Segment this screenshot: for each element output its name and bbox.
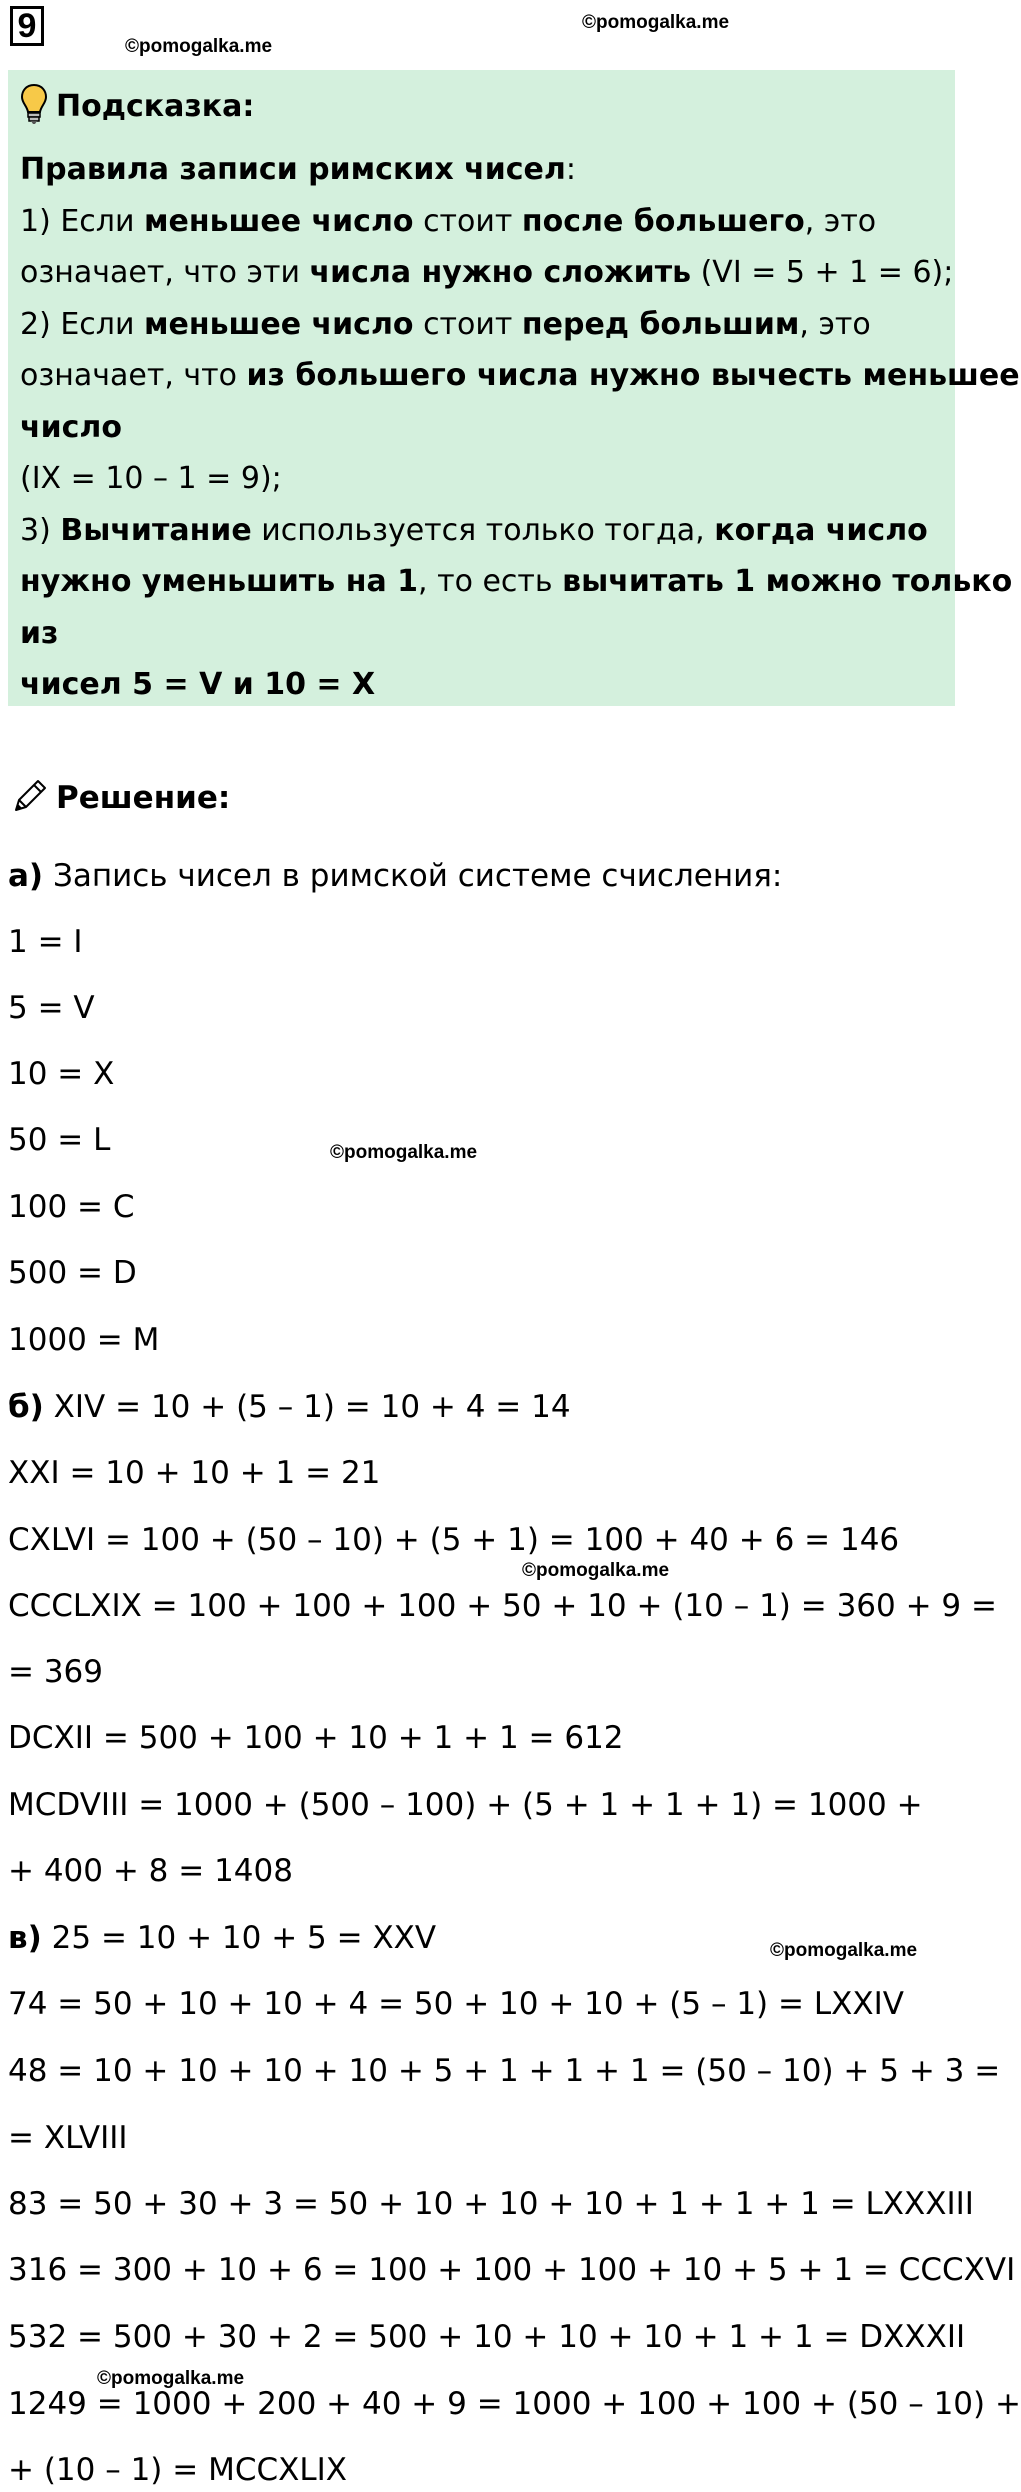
part-a-item: 100 = C	[8, 1189, 135, 1225]
solution-title: Решение:	[56, 780, 231, 816]
part-a-item: 10 = X	[8, 1056, 115, 1092]
part-b-heading: б) XIV = 10 + (5 – 1) = 10 + 4 = 14	[8, 1389, 571, 1425]
hint-box	[8, 70, 1020, 706]
watermark: ©pomogalka.me	[97, 2368, 245, 2389]
solution-header	[12, 778, 230, 818]
part-b-item: DCXII = 500 + 100 + 10 + 1 + 1 = 612	[8, 1720, 624, 1756]
part-c-item: 532 = 500 + 30 + 2 = 500 + 10 + 10 + 10 + 1 + 1 = DXXXII	[8, 2319, 966, 2355]
watermark: ©pomogalka.me	[522, 1560, 670, 1581]
part-b-item: CCCLXIX = 100 + 100 + 100 + 50 + 10 + (10 – 1) = 360 + 9 =	[8, 1588, 997, 1624]
pencil-icon	[12, 778, 48, 818]
part-b-item: + 400 + 8 = 1408	[8, 1853, 293, 1889]
part-c-item: + (10 – 1) = MCCXLIX	[8, 2452, 348, 2488]
part-b-item: XXI = 10 + 10 + 1 = 21	[8, 1455, 381, 1491]
part-a-item: 1000 = M	[8, 1322, 160, 1358]
watermark: ©pomogalka.me	[330, 1142, 478, 1163]
part-b-item: CXLVI = 100 + (50 – 10) + (5 + 1) = 100 + 40 + 6 = 146	[8, 1522, 900, 1558]
part-a-item: 50 = L	[8, 1122, 111, 1158]
hint-text: Правила записи римских чисел: 1) Если меньшее число стоит после большего, это означает, что эти числа нужно сложить (VI = 5 + 1 = 6); 2) Если меньшее число стоит перед большим, это означает, что из большего числа нужно вычесть меньшее число (IX = 10 – 1 = 9); 3) Вычитание используется только тогда, когда число нужно уменьшить на 1, то есть вычитать 1 можно только из чисел 5 = V и 10 = X	[20, 152, 1020, 702]
part-c-item: = XLVIII	[8, 2120, 128, 2156]
watermark: ©pomogalka.me	[125, 36, 273, 57]
part-a-heading: а) Запись чисел в римской системе счисления:	[8, 858, 783, 894]
part-c-heading: в) 25 = 10 + 10 + 5 = XXV	[8, 1920, 437, 1956]
part-c-item: 316 = 300 + 10 + 6 = 100 + 100 + 100 + 10 + 5 + 1 = CCCXVI	[8, 2252, 1016, 2288]
part-a-item: 5 = V	[8, 990, 95, 1026]
part-b-item: MCDVIII = 1000 + (500 – 100) + (5 + 1 + 1 + 1) = 1000 +	[8, 1787, 923, 1823]
watermark: ©pomogalka.me	[582, 12, 730, 33]
part-b-item: = 369	[8, 1654, 103, 1690]
lightbulb-icon	[20, 83, 48, 129]
part-a-item: 1 = I	[8, 924, 83, 960]
part-c-item: 1249 = 1000 + 200 + 40 + 9 = 1000 + 100 + 100 + (50 – 10) +	[8, 2386, 1021, 2422]
task-number: 9	[10, 6, 44, 46]
part-c-item: 48 = 10 + 10 + 10 + 10 + 5 + 1 + 1 + 1 = (50 – 10) + 5 + 3 =	[8, 2053, 1001, 2089]
hint-title: Подсказка:	[56, 88, 255, 124]
part-c-item: 74 = 50 + 10 + 10 + 4 = 50 + 10 + 10 + (5 – 1) = LXXIV	[8, 1986, 904, 2022]
part-a-item: 500 = D	[8, 1255, 137, 1291]
watermark: ©pomogalka.me	[770, 1940, 918, 1961]
part-c-item: 83 = 50 + 30 + 3 = 50 + 10 + 10 + 10 + 1 + 1 + 1 = LXXXIII	[8, 2186, 974, 2222]
